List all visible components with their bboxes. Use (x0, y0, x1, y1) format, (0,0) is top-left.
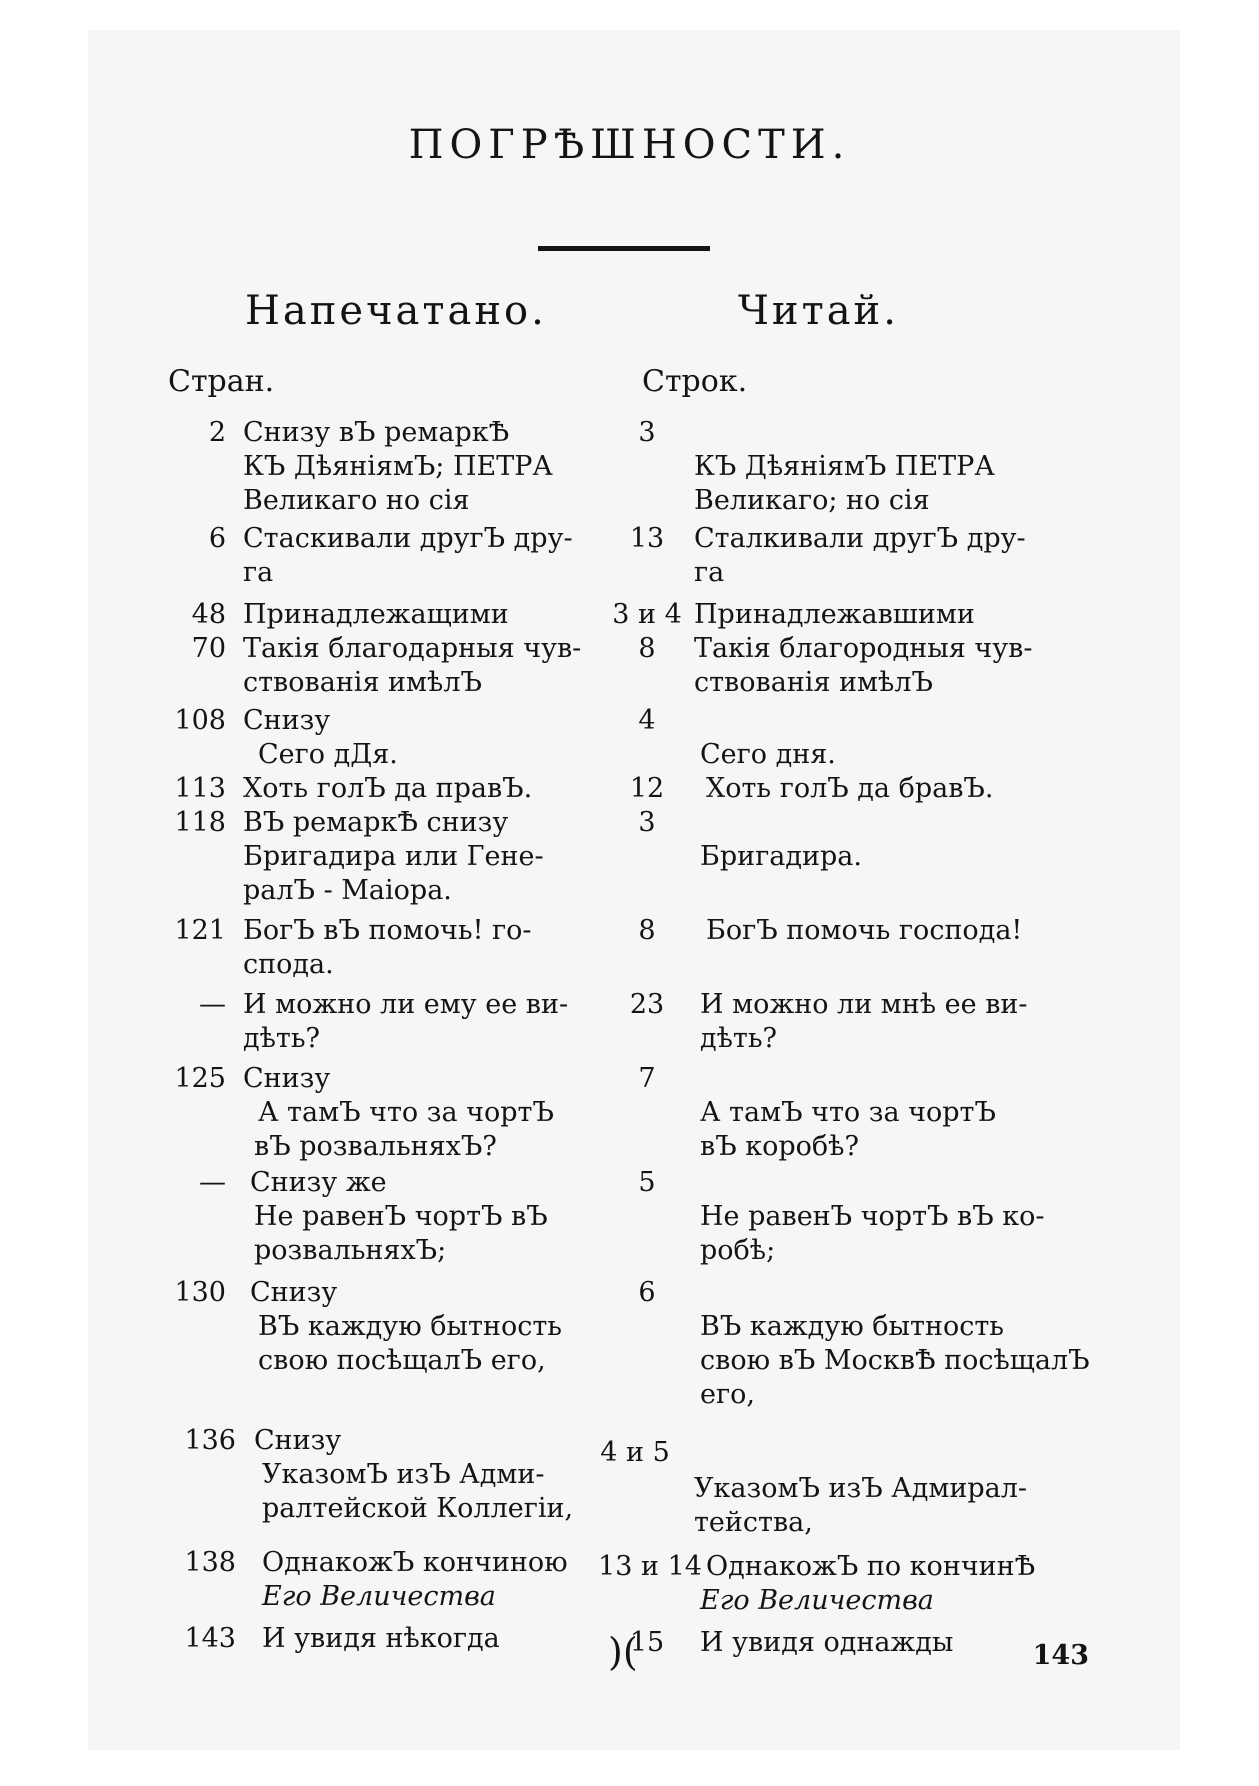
entry-printed: розвальняхЪ; (254, 1235, 447, 1266)
read-header: Читай. (738, 288, 899, 334)
entry-read: УказомЪ изЪ Адмирал- (694, 1473, 1027, 1504)
entry-printed: Его Величества (262, 1581, 496, 1612)
entry-printed: А тамЪ что за чортЪ (258, 1097, 554, 1128)
entry-read: вЪ коробѣ? (700, 1131, 859, 1162)
entry-page: 136 (184, 1425, 236, 1456)
entry-read: ВЪ каждую бытность (700, 1311, 1004, 1342)
entry-line: 8 (638, 915, 656, 946)
entry-line: 12 (629, 773, 665, 804)
entry-read: Его Величества (700, 1585, 934, 1616)
entry-read: его, (700, 1379, 755, 1410)
entry-page: 6 (208, 523, 226, 554)
entry-page: 125 (174, 1063, 226, 1094)
entry-printed: Снизу (243, 1063, 331, 1094)
entry-line: 5 (638, 1167, 656, 1198)
page-number: 143 (1032, 1640, 1089, 1671)
line-subheader: Строк. (642, 364, 748, 399)
entry-page: — (199, 1167, 226, 1198)
entry-line: 8 (638, 633, 656, 664)
entry-read: Великаго; но сія (694, 485, 930, 516)
entry-line: 4 и 5 (600, 1437, 670, 1468)
entry-line: 13 (629, 523, 665, 554)
entry-page: 121 (174, 915, 226, 946)
entry-page: 143 (184, 1623, 236, 1654)
entry-printed: дѣть? (243, 1023, 321, 1054)
entry-page: 118 (174, 807, 226, 838)
entry-printed: Снизу (250, 1277, 338, 1308)
entry-printed: ВЪ ремаркѢ снизу (243, 807, 509, 838)
entry-printed: свою посѣщалЪ его, (258, 1345, 546, 1376)
entry-printed: Принадлежащими (243, 599, 509, 630)
entry-read: Сего дня. (700, 739, 836, 770)
entry-read: Сталкивали другЪ дру- (694, 523, 1026, 554)
entry-read: робѣ; (700, 1235, 776, 1266)
entry-read: свою вЪ МосквѢ посѣщалЪ (700, 1345, 1090, 1376)
entry-printed: БогЪ вЪ помочь! го- (243, 915, 532, 946)
entry-printed: Снизу (254, 1425, 342, 1456)
entry-read: ствованія имѣлЪ (694, 667, 933, 698)
entry-read: тейства, (694, 1507, 813, 1538)
entry-read: га (694, 557, 725, 588)
entry-page: 138 (184, 1547, 236, 1578)
entry-printed: И увидя нѣкогда (262, 1623, 500, 1654)
entry-printed: Великаго но сія (243, 485, 470, 516)
entry-printed: спода. (243, 949, 334, 980)
entry-read: А тамЪ что за чортЪ (700, 1097, 996, 1128)
entry-page: 130 (174, 1277, 226, 1308)
entry-page: 2 (208, 417, 226, 448)
page-title: ПОГРѢШНОСТИ. (408, 122, 851, 168)
entry-printed: ВЪ каждую бытность (258, 1311, 562, 1342)
entry-printed: УказомЪ изЪ Адми- (262, 1459, 545, 1490)
entry-printed: га (243, 557, 274, 588)
entry-line: 23 (629, 989, 665, 1020)
entry-line: 15 (629, 1627, 665, 1658)
entry-page: 48 (191, 599, 226, 630)
entry-printed: Хоть голЪ да правЪ. (243, 773, 533, 804)
entry-printed: вЪ розвальняхЪ? (254, 1131, 497, 1162)
entry-printed: Бригадира или Гене- (243, 841, 544, 872)
printed-header: Напечатано. (245, 288, 547, 334)
entry-read: И можно ли мнѣ ее ви- (700, 989, 1028, 1020)
entry-printed: ралтейской Коллегіи, (262, 1493, 574, 1524)
entry-printed: Снизу же (250, 1167, 387, 1198)
entry-printed: Такія благодарныя чув- (243, 633, 582, 664)
entry-read: Принадлежавшими (694, 599, 975, 630)
title-rule (538, 246, 710, 251)
entry-printed: ствованія имѣлЪ (243, 667, 482, 698)
entry-page: — (199, 989, 226, 1020)
entry-line: 7 (638, 1063, 656, 1094)
entry-line: 4 (638, 705, 656, 736)
entry-read: Хоть голЪ да бравЪ. (706, 773, 994, 804)
entry-line: 3 (638, 417, 656, 448)
entry-printed: И можно ли ему ее ви- (243, 989, 569, 1020)
entry-line: 3 (638, 807, 656, 838)
entry-read: Бригадира. (700, 841, 862, 872)
entry-printed: ралЪ - Маіора. (243, 875, 452, 906)
entry-read: Не равенЪ чортЪ вЪ ко- (700, 1201, 1045, 1232)
entry-printed: Снизу (243, 705, 331, 736)
entry-page: 113 (174, 773, 226, 804)
entry-read: И увидя однажды (700, 1627, 954, 1658)
entry-read: ОднакожЪ по кончинѢ (706, 1551, 1036, 1582)
entry-printed: Не равенЪ чортЪ вЪ (254, 1201, 548, 1232)
entry-line: 13 и 14 (598, 1551, 702, 1582)
entry-printed: КЪ ДѣяніямЪ; ПЕТРА (243, 451, 553, 482)
page-subheader: Стран. (168, 364, 275, 399)
entry-printed: ОднакожЪ кончиною (262, 1547, 568, 1578)
entry-printed: Сего дДя. (258, 739, 398, 770)
entry-printed: Стаскивали другЪ дру- (243, 523, 573, 554)
entry-line: 6 (638, 1277, 656, 1308)
printers-mark: )( (608, 1630, 638, 1674)
entry-page: 70 (191, 633, 226, 664)
entry-page: 108 (174, 705, 226, 736)
entry-read: дѣть? (700, 1023, 778, 1054)
entry-read: Такія благородныя чув- (694, 633, 1033, 664)
entry-read: БогЪ помочь господа! (706, 915, 1023, 946)
entry-line: 3 и 4 (612, 599, 682, 630)
entry-read: КЪ ДѣяніямЪ ПЕТРА (694, 451, 995, 482)
entry-printed: Снизу вЪ ремаркѢ (243, 417, 510, 448)
